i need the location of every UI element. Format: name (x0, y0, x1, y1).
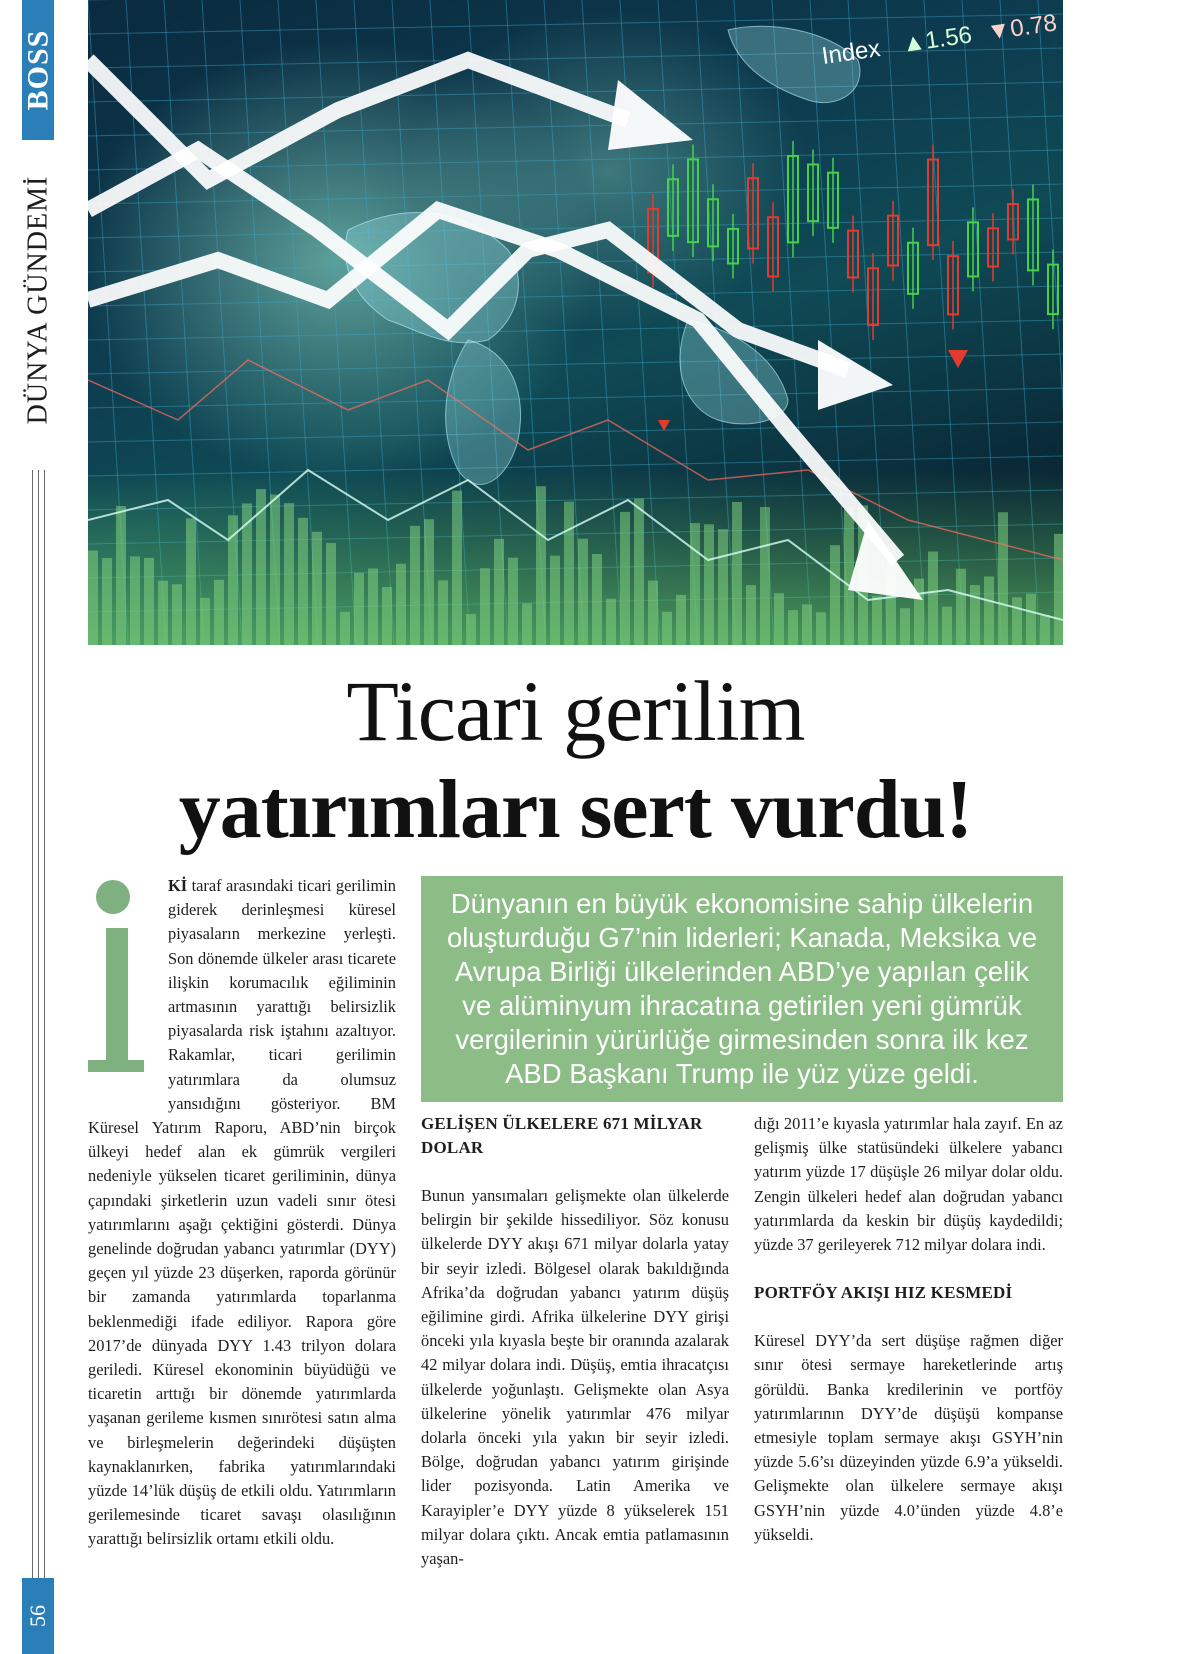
pull-quote-text: Dünyanın en büyük ekonomisine sahip ülkelerin oluşturduğu G7’nin liderleri; Kanada, Meksika ve Avrupa Birliği ülkelerinden ABD’ye yapılan çelik ve alüminyum ihracatına getirilen yeni gümrük vergilerinin yürürlüğe girmesinden sonra ilk kez ABD Başkanı Trump ile yüz yüze geldi. (446, 888, 1038, 1089)
ticker-down-value: ▼0.78 (985, 9, 1059, 46)
column-2-paragraph: Bunun yansımaları gelişmekte olan ülkelerde belirgin bir şekilde hissediliyor. Söz konusu ülkelerde DYY akışı 671 milyar dolarla yatay bir seyir izledi. Bölgesel olarak bakıldığında Afrika’da doğrudan yabancı yatırım düşüş eğilimine girdi. Afrika ülkelerine DYY girişi önceki yıla kıyasla beşte bir oranında azalarak 42 milyar dolara indi. Düşüş, emtia ihracatçısı ülkelerde yoğunlaştı. Gelişmekte olan Asya ülkelerine yönelik yatırımlar 476 milyar dolarla önceki yıla yakın bir seyir izledi. Bölge, doğrudan yabancı yatırım girişinde lider pozisyonda. Latin Amerika ve Karayipler’e DYY yüzde 8 yükselerek 151 milyar dolara çıktı. Ancak emtia patlamasının yaşan- (421, 1186, 729, 1569)
ticker-label: Index (820, 35, 882, 70)
column-3-paragraph-1: dığı 2011’e kıyasla yatırımlar hala zayıf. En az gelişmiş ülke statüsündeki ülkelere yabancı yatırım yüzde 17 düşüşle 26 milyar dolar oldu. Zengin ülkeleri hedef alan doğrudan yabancı yatırımlarda da keskin bir düşüş kaydedildi; yüzde 37 gerileyerek 712 milyar dolara indi. (754, 1114, 1063, 1255)
dropcap-dot (96, 880, 130, 914)
section-label-text: DÜNYA GÜNDEMİ (22, 175, 54, 425)
pull-quote (421, 876, 1063, 1102)
page-number (22, 1578, 54, 1654)
subhead-portfolio-flow: PORTFÖY AKIŞI HIZ KESMEDİ (754, 1283, 1013, 1303)
headline-line-1: Ticari gerilim (346, 663, 805, 759)
article-column-2 (421, 1112, 729, 1571)
side-rules (22, 470, 54, 1580)
intro-text: taraf arasındaki ticari gerilimin giderek derinleşmesi küresel piyasaların merkezine yerleşti. Son dönemde ülkeler arası ticarete ilişkin korumacılık eğiliminin artmasının yarattığı belirsizlik piyasalarda risk iştahını azaltıyor. Rakamlar, ticari gerilimin yatırımlara da olumsuz yansıdığını gösteriyor. BM Küresel Yatırım Raporu, ABD’nin birçok ülkeyi hedef alan ek gümrük vergileri nedeniyle yükselen ticaret geriliminin, dünya çapındaki şirketlerin uzun vadeli sınır ötesi yatırımlarını aşağı çektiğini gösterdi. Dünya genelinde doğrudan yabancı yatırımlar (DYY) geçen yıl yüzde 23 düşerken, raporda görünür bir zamanda yatırımlarda toparlanma beklenmediği ifade ediliyor. Rapora göre 2017’de dünyada DYY 1.43 trilyon dolara geriledi. Küresel ekonominin büyüdüğü ve ticaretin arttığı bir dönemde yatırımlarda yaşanan gerileme kısmen sınırötesi satın alma ve birleşmelerin değerindeki düşüşten kaynaklanırken, fabrika yatırımlarındaki yüzde 14’lük düşüş de etkili oldu. Yatırımların gerilemesinde ticaret savaşı olasılığının yarattığı belirsizlik ortamı etkili oldu. (88, 876, 396, 1549)
dropcap (88, 880, 160, 1094)
article-column-1 (88, 874, 396, 1552)
article-column-3 (754, 1112, 1063, 1547)
hero-image (88, 0, 1063, 645)
dropcap-base (88, 1060, 144, 1072)
brand-text: BOSS (21, 29, 54, 111)
market-chart-illustration (88, 0, 1063, 645)
subhead-emerging-markets: GELİŞEN ÜLKELERE 671 MİLYAR DOLAR (421, 1114, 703, 1157)
column-3-paragraph-2: Küresel DYY’da sert düşüşe rağmen diğer sınır ötesi sermaye hareketlerinde artış görüldü. Banka kredilerinin ve portföy yatırımlarının DYY’de düşüşü kompanse etmesiyle toplam sermaye akışı GSYH’nin yüzde 5.6’sı düzeyinden yüzde 6.9’a yükseldi. Gelişmekte olan ülkelere sermaye akışı GSYH’nin yüzde 4.0’ünden yüzde 4.8’e yükseldi. (754, 1331, 1063, 1544)
side-band (22, 0, 54, 1654)
headline-line-2: yatırımları sert vurdu! (178, 763, 973, 856)
dropcap-stem (106, 928, 128, 1068)
lead-in: Kİ (168, 876, 188, 895)
section-label (22, 150, 54, 450)
page-number-text: 56 (25, 1605, 50, 1627)
brand-logo (22, 0, 54, 140)
ticker-up-value: ▲1.56 (900, 21, 974, 58)
